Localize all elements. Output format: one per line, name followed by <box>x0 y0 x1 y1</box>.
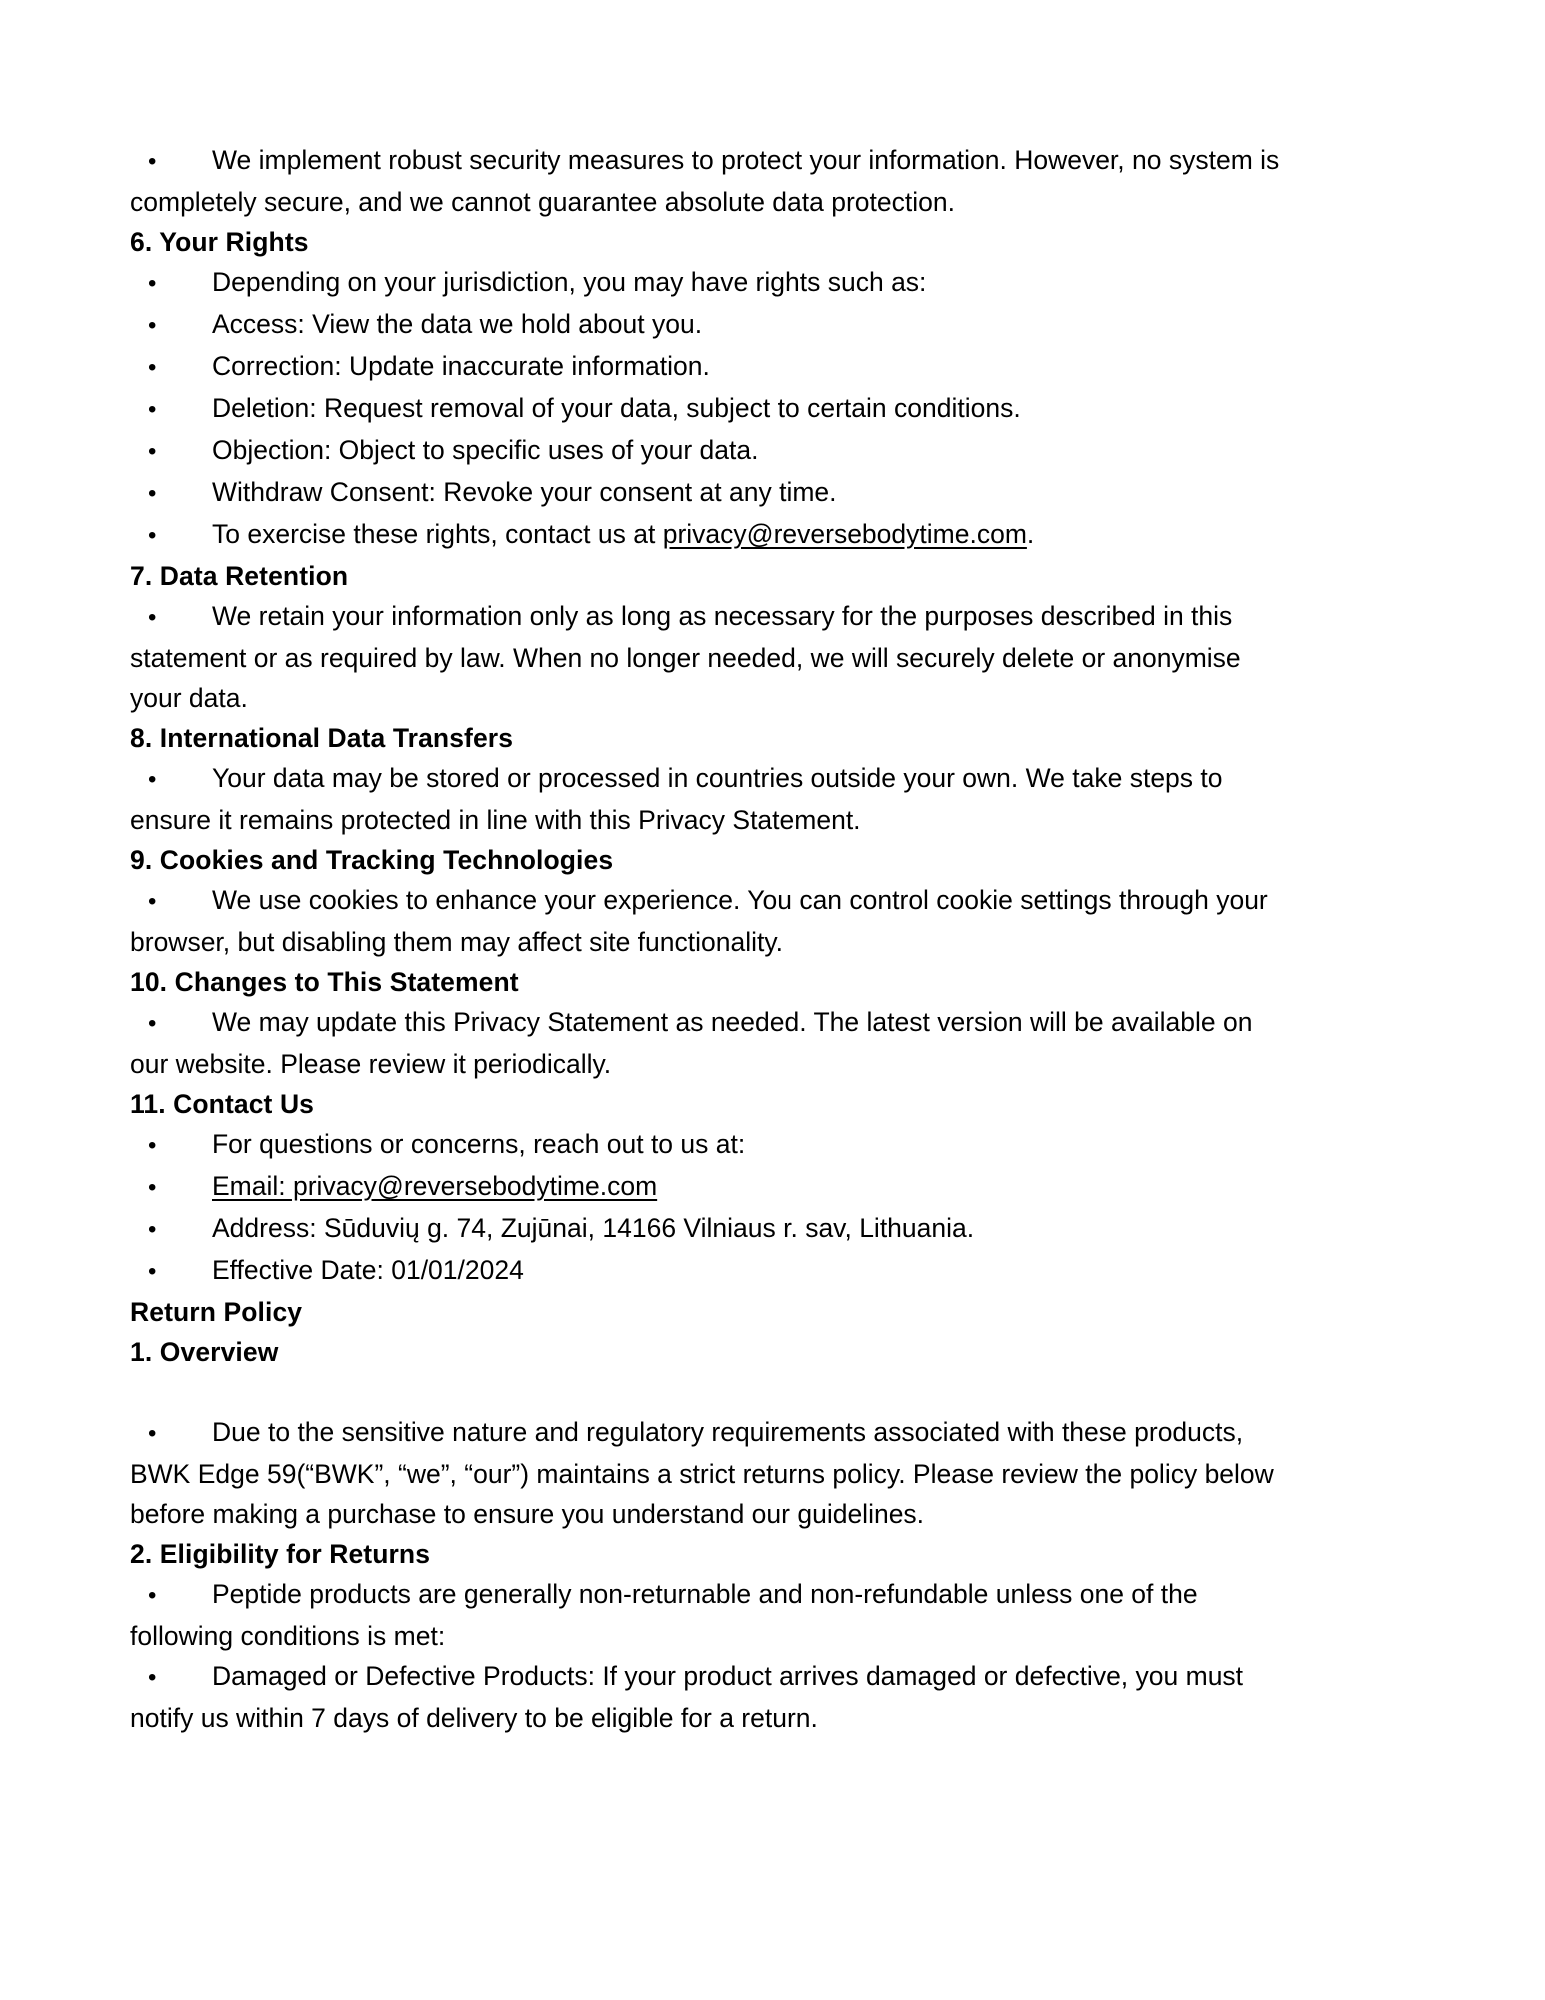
bullet-point-icon: • <box>148 148 157 175</box>
bullet-point-icon: • <box>148 1582 157 1609</box>
bullet-point-icon: • <box>148 396 157 423</box>
bullet-point-icon: • <box>148 1420 157 1447</box>
bullet-cookies-usage <box>130 880 1290 962</box>
contact-email-link[interactable]: Email: privacy@reversebodytime.com <box>212 1171 658 1201</box>
bullet-right-access <box>130 304 1290 346</box>
bullet-security-measures <box>130 140 1290 222</box>
bullet-text: We may update this Privacy Statement as needed. The latest version will be available on our website. Please review it periodically. <box>130 1007 1253 1079</box>
bullet-retention-period <box>130 596 1290 718</box>
document-body <box>130 140 1290 1738</box>
heading-your-rights: 6. Your Rights <box>130 227 309 257</box>
heading-changes-to-statement: 10. Changes to This Statement <box>130 967 519 997</box>
bullet-point-icon: • <box>148 1664 157 1691</box>
bullet-right-correction <box>130 346 1290 388</box>
heading-cookies-tracking: 9. Cookies and Tracking Technologies <box>130 845 614 875</box>
bullet-international-transfers <box>130 758 1290 840</box>
bullet-effective-date <box>130 1250 1290 1292</box>
bullet-text: Address: Sūduvių g. 74, Zujūnai, 14166 Vilniaus r. sav, Lithuania. <box>212 1213 975 1243</box>
bullet-point-icon: • <box>148 604 157 631</box>
bullet-point-icon: • <box>148 438 157 465</box>
bullet-point-icon: • <box>148 1132 157 1159</box>
bullet-returns-overview <box>130 1412 1290 1534</box>
bullet-point-icon: • <box>148 522 157 549</box>
bullet-text: We retain your information only as long as necessary for the purposes described in this statement or as required by law. When no longer needed, we will securely delete or anonymise your data. <box>130 601 1241 713</box>
heading-overview: 1. Overview <box>130 1337 279 1367</box>
bullet-point-icon: • <box>148 1258 157 1285</box>
bullet-point-icon: • <box>148 270 157 297</box>
bullet-text: Access: View the data we hold about you. <box>212 309 703 339</box>
heading-eligibility-for-returns: 2. Eligibility for Returns <box>130 1539 431 1569</box>
bullet-right-withdraw-consent <box>130 472 1290 514</box>
bullet-text: Correction: Update inaccurate information. <box>212 351 710 381</box>
bullet-text: Depending on your jurisdiction, you may have rights such as: <box>212 267 927 297</box>
bullet-text: For questions or concerns, reach out to us at: <box>212 1129 746 1159</box>
bullet-text: Peptide products are generally non-returnable and non-refundable unless one of the following conditions is met: <box>130 1579 1198 1651</box>
bullet-text: Effective Date: 01/01/2024 <box>212 1255 524 1285</box>
bullet-text-suffix: . <box>1026 519 1035 549</box>
bullet-text: Withdraw Consent: Revoke your consent at any time. <box>212 477 837 507</box>
bullet-statement-updates <box>130 1002 1290 1084</box>
bullet-contact-email <box>130 1166 1290 1208</box>
bullet-point-icon: • <box>148 480 157 507</box>
bullet-contact-address <box>130 1208 1290 1250</box>
bullet-exercise-rights-contact <box>130 514 1290 556</box>
heading-contact-us: 11. Contact Us <box>130 1089 315 1119</box>
bullet-text: Your data may be stored or processed in countries outside your own. We take steps to ensure it remains protected in line with this Privacy Statement. <box>130 763 1223 835</box>
bullet-text: Deletion: Request removal of your data, subject to certain conditions. <box>212 393 1021 423</box>
bullet-text: Damaged or Defective Products: If your product arrives damaged or defective, you must notify us within 7 days of delivery to be eligible for a return. <box>130 1661 1244 1733</box>
bullet-damaged-defective-products <box>130 1656 1290 1738</box>
bullet-point-icon: • <box>148 766 157 793</box>
privacy-email-link[interactable]: privacy@reversebodytime.com <box>662 519 1027 549</box>
bullet-point-icon: • <box>148 354 157 381</box>
heading-return-policy: Return Policy <box>130 1297 303 1327</box>
bullet-jurisdiction-rights <box>130 262 1290 304</box>
bullet-point-icon: • <box>148 888 157 915</box>
bullet-text: Due to the sensitive nature and regulatory requirements associated with these products, BWK Edge 59(“BWK”, “we”, “our”) maintains a strict returns policy. Please review the policy below before making a purchase to ensure you understand our guidelines. <box>130 1417 1274 1529</box>
heading-international-data-transfers: 8. International Data Transfers <box>130 723 514 753</box>
heading-data-retention: 7. Data Retention <box>130 561 349 591</box>
bullet-peptide-non-returnable <box>130 1574 1290 1656</box>
bullet-right-objection <box>130 430 1290 472</box>
blank-line-spacer <box>130 1372 1290 1412</box>
bullet-text: We implement robust security measures to protect your information. However, no system is completely secure, and we cannot guarantee absolute data protection. <box>130 145 1280 217</box>
bullet-point-icon: • <box>148 1174 157 1201</box>
bullet-text: To exercise these rights, contact us at <box>212 519 663 549</box>
bullet-contact-intro <box>130 1124 1290 1166</box>
bullet-text: We use cookies to enhance your experience. You can control cookie settings through your browser, but disabling them may affect site functionality. <box>130 885 1268 957</box>
bullet-text: Objection: Object to specific uses of your data. <box>212 435 759 465</box>
bullet-point-icon: • <box>148 1010 157 1037</box>
bullet-point-icon: • <box>148 1216 157 1243</box>
bullet-point-icon: • <box>148 312 157 339</box>
bullet-right-deletion <box>130 388 1290 430</box>
